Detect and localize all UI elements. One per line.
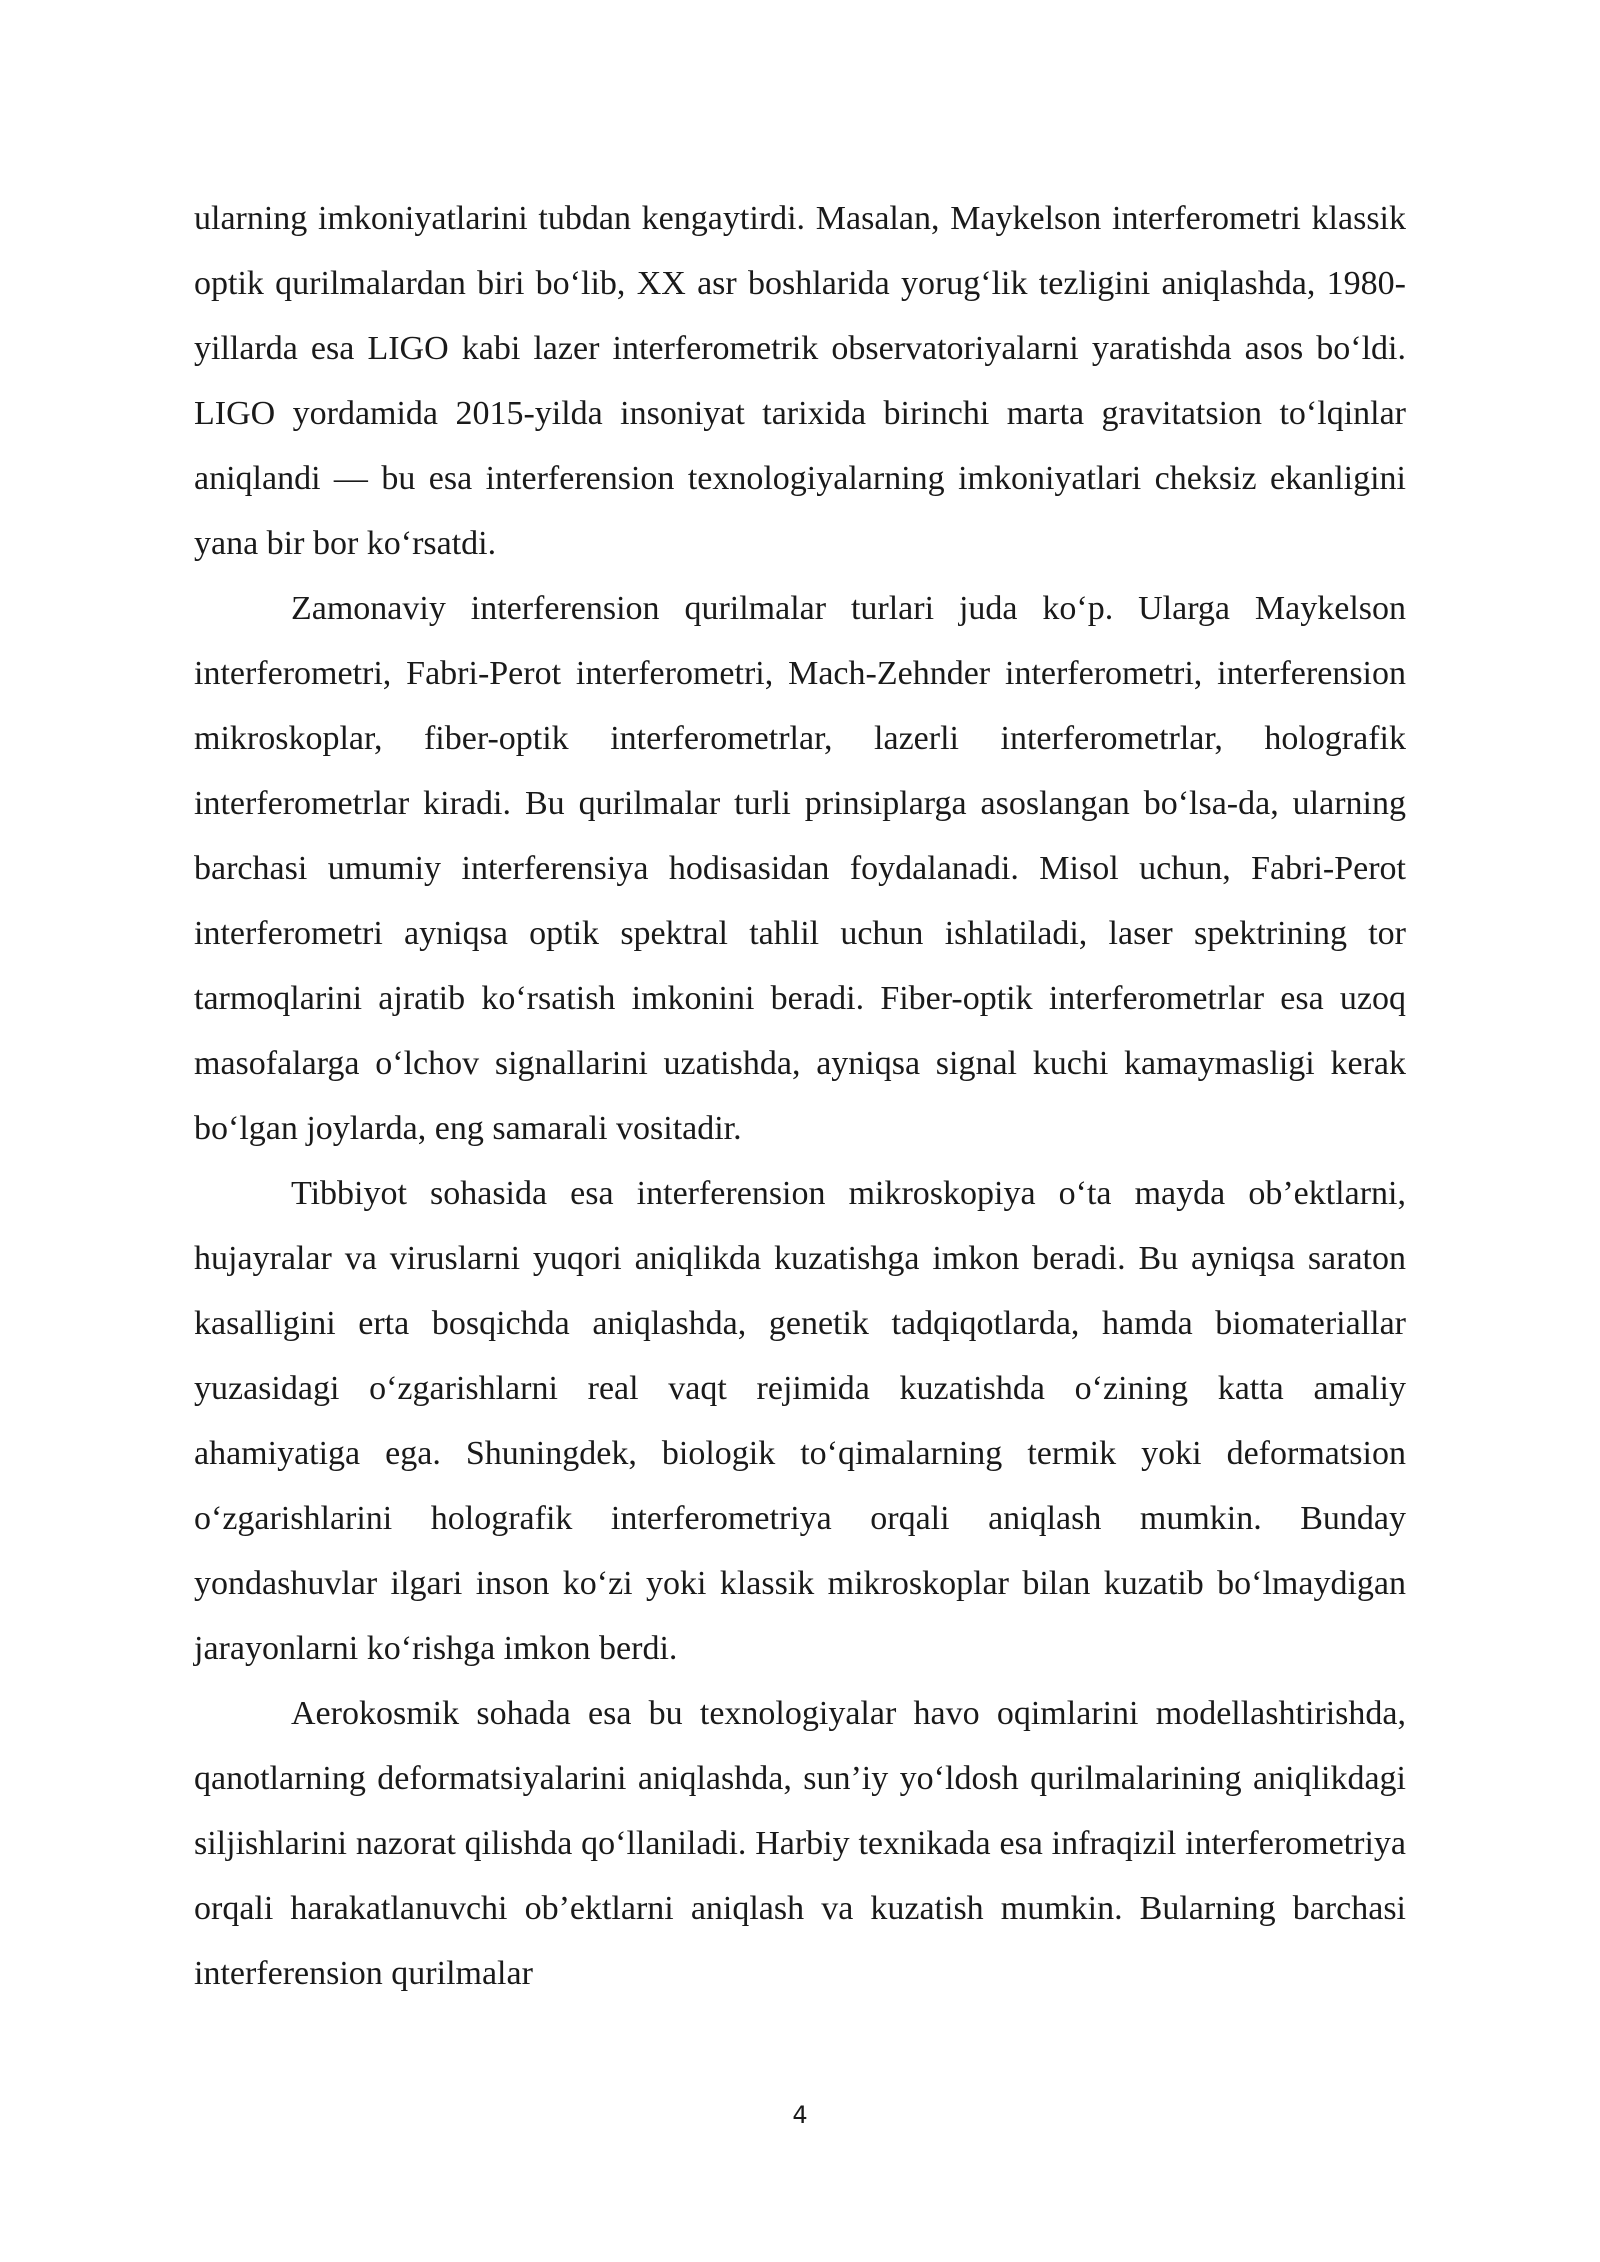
page-number: 4 bbox=[792, 2101, 808, 2129]
paragraph-continuation: ularning imkoniyatlarini tubdan kengaytirdi. Masalan, Maykelson interferometri klassik optik qurilmalardan biri bo‘lib, XX asr boshlarida yorug‘lik tezligini aniqlashda, 1980-yillarda esa LIGO kabi lazer interferometrik observatoriyalarni yaratishda asos bo‘ldi. LIGO yordamida 2015-yilda insoniyat tarixida birinchi marta gravitatsion to‘lqinlar aniqlandi — bu esa interferension texnologiyalarning imkoniyatlari cheksiz ekanligini yana bir bor ko‘rsatdi. bbox=[194, 200, 1406, 562]
body-text bbox=[194, 186, 1406, 2006]
paragraph-device-types: Zamonaviy interferension qurilmalar turlari juda ko‘p. Ularga Maykelson interferometri, Fabri-Perot interferometri, Mach-Zehnder interferometri, interferension mikroskoplar, fiber-optik interferometrlar, lazerli interferometrlar, holografik interferometrlar kiradi. Bu qurilmalar turli prinsiplarga asoslangan bo‘lsa-da, ularning barchasi umumiy interferensiya hodisasidan foydalanadi. Misol uchun, Fabri-Perot interferometri ayniqsa optik spektral tahlil uchun ishlatiladi, laser spektrining tor tarmoqlarini ajratib ko‘rsatish imkonini beradi. Fiber-optik interferometrlar esa uzoq masofalarga o‘lchov signallarini uzatishda, ayniqsa signal kuchi kamaymasligi kerak bo‘lgan joylarda, eng samarali vositadir. bbox=[194, 590, 1406, 1147]
paragraph-aerospace: Aerokosmik sohada esa bu texnologiyalar havo oqimlarini modellashtirishda, qanotlarning deformatsiyalarini aniqlashda, sun’iy yo‘ldosh qurilmalarining aniqlikdagi siljishlarini nazorat qilishda qo‘llaniladi. Harbiy texnikada esa infraqizil interferometriya orqali harakatlanuvchi ob’ektlarni aniqlash va kuzatish mumkin. Bularning barchasi interferension qurilmalar bbox=[194, 1695, 1406, 1992]
paragraph-medicine: Tibbiyot sohasida esa interferension mikroskopiya o‘ta mayda ob’ektlarni, hujayralar va viruslarni yuqori aniqlikda kuzatishga imkon beradi. Bu ayniqsa saraton kasalligini erta bosqichda aniqlashda, genetik tadqiqotlarda, hamda biomateriallar yuzasidagi o‘zgarishlarni real vaqt rejimida kuzatishda o‘zining katta amaliy ahamiyatiga ega. Shuningdek, biologik to‘qimalarning termik yoki deformatsion o‘zgarishlarini holografik interferometriya orqali aniqlash mumkin. Bunday yondashuvlar ilgari inson ko‘zi yoki klassik mikroskoplar bilan kuzatib bo‘lmaydigan jarayonlarni ko‘rishga imkon berdi. bbox=[194, 1175, 1406, 1667]
